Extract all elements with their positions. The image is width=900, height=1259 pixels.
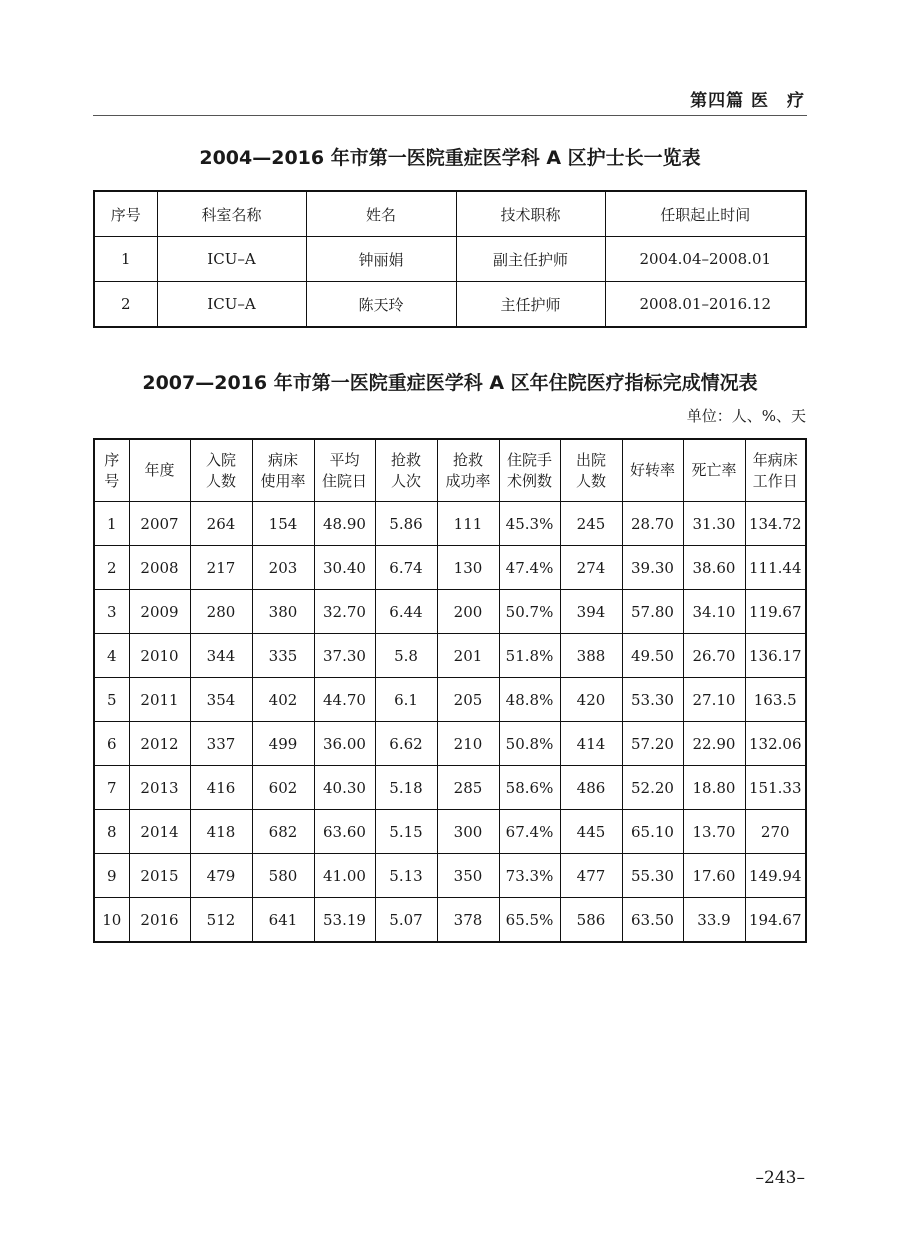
table-cell: 378: [437, 898, 499, 943]
column-header-line: 出院: [575, 450, 606, 469]
table-cell: 245: [560, 502, 622, 546]
column-header: [437, 439, 499, 502]
table-cell: 主任护师: [456, 282, 605, 328]
table-cell: 2008: [129, 546, 190, 590]
column-header-line: 病床: [267, 450, 298, 469]
table-cell: 2004.04–2008.01: [605, 237, 806, 282]
table2-title: 2007—2016 年市第一医院重症医学科 A 区年住院医疗指标完成情况表: [142, 372, 758, 394]
table-cell: 151.33: [745, 766, 806, 810]
inpatient-indicators-table: [93, 438, 807, 943]
table-cell: 414: [560, 722, 622, 766]
table-row: [94, 678, 806, 722]
column-header: [314, 439, 375, 502]
table-cell: ICU–A: [157, 237, 306, 282]
column-header-line: 抢救: [452, 450, 483, 469]
table-cell: 45.3%: [499, 502, 560, 546]
table-cell: 47.4%: [499, 546, 560, 590]
table-cell: 132.06: [745, 722, 806, 766]
table-cell: 18.80: [683, 766, 745, 810]
table-cell: 6: [94, 722, 129, 766]
table-cell: 205: [437, 678, 499, 722]
column-header-line: 年度: [144, 461, 175, 479]
table-cell: 5.15: [375, 810, 437, 854]
table-row: [94, 722, 806, 766]
column-header: [683, 439, 745, 502]
table-cell: 51.8%: [499, 634, 560, 678]
table-cell: 420: [560, 678, 622, 722]
column-header: 技术职称: [456, 191, 605, 237]
table-cell: 1: [94, 502, 129, 546]
table-cell: 2012: [129, 722, 190, 766]
table-cell: 39.30: [622, 546, 683, 590]
table-cell: 335: [252, 634, 314, 678]
table-cell: 55.30: [622, 854, 683, 898]
table-cell: 274: [560, 546, 622, 590]
column-header: [94, 439, 129, 502]
table-row: [94, 237, 806, 282]
column-header-line: 平均: [329, 450, 360, 469]
column-header-line: 使用率: [260, 471, 306, 490]
table-cell: 154: [252, 502, 314, 546]
table-cell: 416: [190, 766, 252, 810]
column-header: 序号: [94, 191, 157, 237]
table-cell: 9: [94, 854, 129, 898]
table-cell: 2015: [129, 854, 190, 898]
table-cell: 钟丽娟: [306, 237, 456, 282]
table-cell: 5.13: [375, 854, 437, 898]
column-header: [129, 439, 190, 502]
table-cell: 52.20: [622, 766, 683, 810]
table-cell: 2: [94, 282, 157, 328]
table-cell: 5.86: [375, 502, 437, 546]
table-cell: 2: [94, 546, 129, 590]
table-row: [94, 766, 806, 810]
table-cell: ICU–A: [157, 282, 306, 328]
table-cell: 41.00: [314, 854, 375, 898]
section-header: 第四篇 医 疗: [690, 91, 805, 111]
table-cell: 200: [437, 590, 499, 634]
table-cell: 37.30: [314, 634, 375, 678]
table-cell: 63.60: [314, 810, 375, 854]
table-cell: 6.44: [375, 590, 437, 634]
table-cell: 580: [252, 854, 314, 898]
table-cell: 58.6%: [499, 766, 560, 810]
column-header: [622, 439, 683, 502]
table-cell: 134.72: [745, 502, 806, 546]
table-cell: 28.70: [622, 502, 683, 546]
table-cell: 50.7%: [499, 590, 560, 634]
table-cell: 285: [437, 766, 499, 810]
table-row: [94, 810, 806, 854]
column-header-line: 入院: [205, 450, 236, 469]
table-cell: 354: [190, 678, 252, 722]
table-cell: 203: [252, 546, 314, 590]
table-cell: 6.62: [375, 722, 437, 766]
table-cell: 445: [560, 810, 622, 854]
table-cell: 111.44: [745, 546, 806, 590]
table-cell: 2011: [129, 678, 190, 722]
column-header-line: 号: [104, 471, 120, 490]
table-cell: 5.18: [375, 766, 437, 810]
table-cell: 380: [252, 590, 314, 634]
table-cell: 53.19: [314, 898, 375, 943]
column-header-line: 年病床: [752, 450, 798, 469]
table-cell: 10: [94, 898, 129, 943]
table-cell: 49.50: [622, 634, 683, 678]
table-body: [94, 237, 806, 328]
table-cell: 4: [94, 634, 129, 678]
table-cell: 149.94: [745, 854, 806, 898]
table-cell: 388: [560, 634, 622, 678]
column-header-line: 人数: [575, 471, 606, 490]
table-cell: 264: [190, 502, 252, 546]
table-cell: 7: [94, 766, 129, 810]
column-header: 科室名称: [157, 191, 306, 237]
table-cell: 8: [94, 810, 129, 854]
table-cell: 2013: [129, 766, 190, 810]
table-cell: 2010: [129, 634, 190, 678]
table-cell: 27.10: [683, 678, 745, 722]
table-cell: 344: [190, 634, 252, 678]
table-cell: 44.70: [314, 678, 375, 722]
header-divider: [93, 115, 807, 116]
table-cell: 65.10: [622, 810, 683, 854]
table-cell: 479: [190, 854, 252, 898]
table-cell: 499: [252, 722, 314, 766]
table-cell: 602: [252, 766, 314, 810]
table-row: [94, 502, 806, 546]
column-header-line: 好转率: [629, 461, 675, 479]
table-cell: 402: [252, 678, 314, 722]
table-cell: 2009: [129, 590, 190, 634]
column-header-line: 死亡率: [691, 461, 737, 479]
unit-label: 单位：人、%、天: [686, 407, 806, 425]
table-row: [94, 546, 806, 590]
table-cell: 6.74: [375, 546, 437, 590]
table-cell: 67.4%: [499, 810, 560, 854]
table-cell: 300: [437, 810, 499, 854]
table-cell: 5.8: [375, 634, 437, 678]
table-cell: 30.40: [314, 546, 375, 590]
table-cell: 194.67: [745, 898, 806, 943]
table-row: [94, 634, 806, 678]
column-header-line: 工作日: [752, 471, 798, 490]
table-cell: 5.07: [375, 898, 437, 943]
column-header-line: 住院日: [321, 471, 367, 490]
column-header-line: 序: [104, 450, 120, 469]
table-cell: 111: [437, 502, 499, 546]
table-cell: 3: [94, 590, 129, 634]
table-row: [94, 854, 806, 898]
table-cell: 32.70: [314, 590, 375, 634]
column-header: 姓名: [306, 191, 456, 237]
column-header: 任职起止时间: [605, 191, 806, 237]
table-cell: 13.70: [683, 810, 745, 854]
table-cell: 337: [190, 722, 252, 766]
table-cell: 2008.01–2016.12: [605, 282, 806, 328]
column-header: [560, 439, 622, 502]
table-cell: 486: [560, 766, 622, 810]
table-row: [94, 898, 806, 943]
table-row: [94, 590, 806, 634]
table-cell: 512: [190, 898, 252, 943]
table-cell: 641: [252, 898, 314, 943]
table-body: [94, 502, 806, 943]
page-number: –243–: [755, 1168, 805, 1188]
table-cell: 48.90: [314, 502, 375, 546]
table-cell: 682: [252, 810, 314, 854]
table-cell: 217: [190, 546, 252, 590]
table-cell: 73.3%: [499, 854, 560, 898]
table-cell: 22.90: [683, 722, 745, 766]
table-cell: 280: [190, 590, 252, 634]
table-cell: 63.50: [622, 898, 683, 943]
table-cell: 2016: [129, 898, 190, 943]
table-cell: 5: [94, 678, 129, 722]
column-header-line: 术例数: [506, 471, 552, 490]
column-header: [745, 439, 806, 502]
table-header-row: [94, 439, 806, 502]
table-cell: 477: [560, 854, 622, 898]
table-cell: 6.1: [375, 678, 437, 722]
head-nurse-table: [93, 190, 807, 328]
table-cell: 2014: [129, 810, 190, 854]
table-cell: 31.30: [683, 502, 745, 546]
table-cell: 130: [437, 546, 499, 590]
table-cell: 17.60: [683, 854, 745, 898]
table1-title: 2004—2016 年市第一医院重症医学科 A 区护士长一览表: [199, 147, 701, 169]
column-header: [190, 439, 252, 502]
table-cell: 36.00: [314, 722, 375, 766]
column-header-line: 人数: [205, 471, 236, 490]
table-cell: 副主任护师: [456, 237, 605, 282]
table-cell: 34.10: [683, 590, 745, 634]
table-cell: 26.70: [683, 634, 745, 678]
column-header-line: 成功率: [445, 471, 491, 490]
table-cell: 586: [560, 898, 622, 943]
table-cell: 57.80: [622, 590, 683, 634]
table-cell: 陈天玲: [306, 282, 456, 328]
table-cell: 1: [94, 237, 157, 282]
table-cell: 57.20: [622, 722, 683, 766]
column-header: [252, 439, 314, 502]
table-cell: 33.9: [683, 898, 745, 943]
table-cell: 136.17: [745, 634, 806, 678]
table-cell: 270: [745, 810, 806, 854]
column-header-line: 抢救: [390, 450, 421, 469]
column-header: [499, 439, 560, 502]
table-cell: 53.30: [622, 678, 683, 722]
table-cell: 201: [437, 634, 499, 678]
column-header: [375, 439, 437, 502]
table-cell: 394: [560, 590, 622, 634]
table-cell: 38.60: [683, 546, 745, 590]
table-cell: 163.5: [745, 678, 806, 722]
table-cell: 119.67: [745, 590, 806, 634]
table-cell: 210: [437, 722, 499, 766]
table-row: [94, 282, 806, 328]
table-cell: 40.30: [314, 766, 375, 810]
table-cell: 350: [437, 854, 499, 898]
column-header-line: 人次: [390, 471, 421, 490]
table-cell: 50.8%: [499, 722, 560, 766]
table-header-row: [94, 191, 806, 237]
column-header-line: 住院手: [506, 450, 552, 469]
table-cell: 2007: [129, 502, 190, 546]
table-cell: 418: [190, 810, 252, 854]
table-cell: 48.8%: [499, 678, 560, 722]
table-cell: 65.5%: [499, 898, 560, 943]
